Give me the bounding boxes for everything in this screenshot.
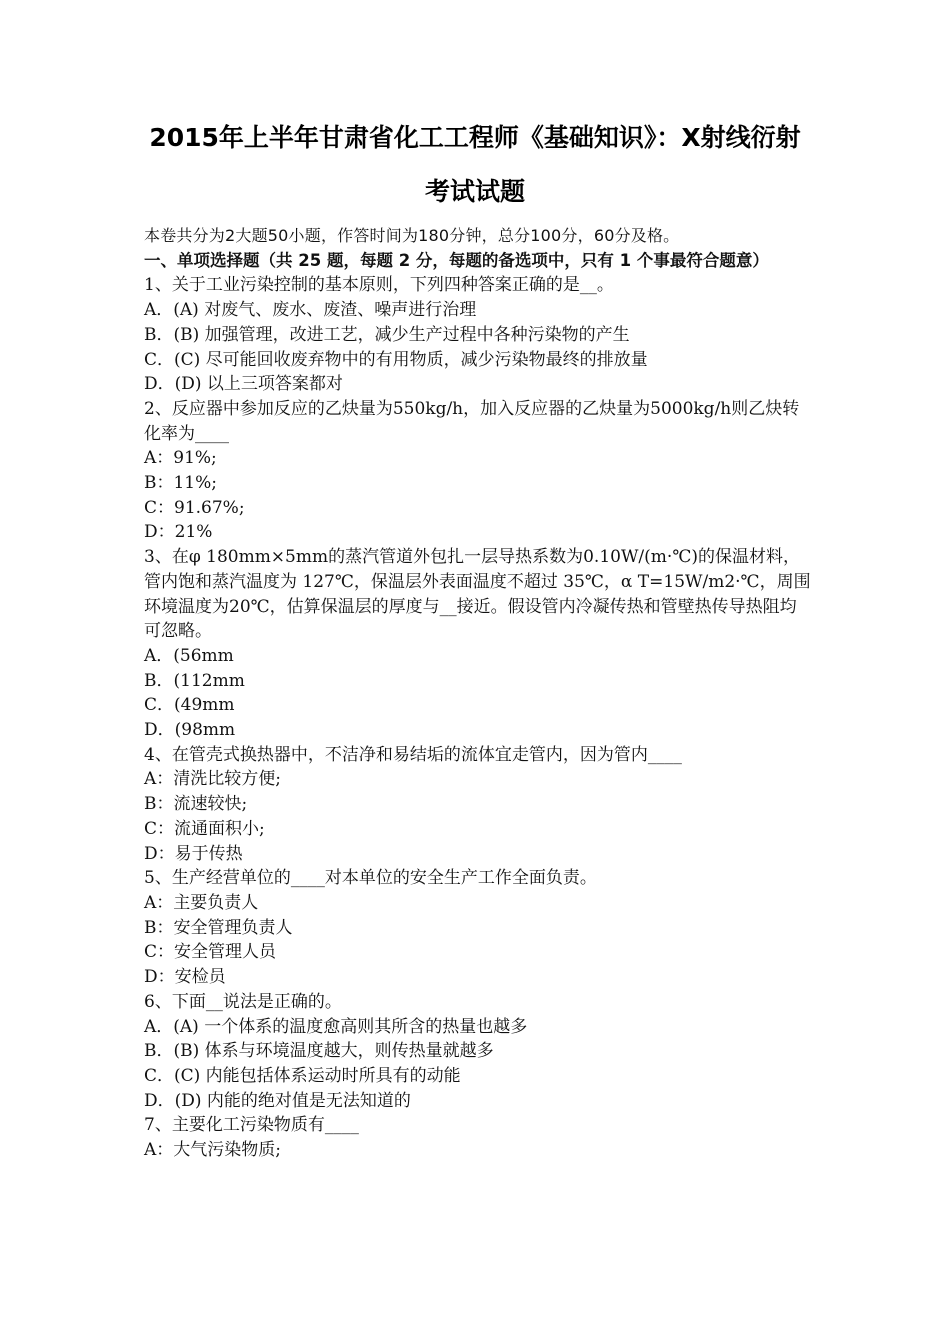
- question-7-stem: 7、主要化工污染物质有____: [144, 1115, 359, 1136]
- question-1-stem: 1、关于工业污染控制的基本原则，下列四种答案正确的是__。: [144, 275, 614, 296]
- question-2-option-c: C：91.67%;: [144, 497, 245, 518]
- section-heading: 一、单项选择题（共 25 题，每题 2 分，每题的备选项中，只有 1 个事最符合题意）: [144, 250, 769, 270]
- question-1-option-c: C．(C) 尽可能回收废弃物中的有用物质，减少污染物最终的排放量: [144, 349, 648, 370]
- question-3-stem: 3、在φ 180mm×5mm的蒸汽管道外包扎一层导热系数为0.10W/(m·℃)的保温材料，管内饱和蒸汽温度为 127℃，保温层外表面温度不超过 35℃，α T=15W/m2·℃，周围环境温度为20℃，估算保温层的厚度与__接近。假设管内冷凝传热和管壁热传导热阻均可忽略。: [144, 547, 811, 642]
- question-4-option-b: B：流速较快;: [144, 794, 248, 815]
- question-6-stem: 6、下面__说法是正确的。: [144, 991, 342, 1012]
- question-6-option-a: A．(A) 一个体系的温度愈高则其所含的热量也越多: [144, 1016, 528, 1037]
- question-6-option-c: C．(C) 内能包括体系运动时所具有的动能: [144, 1065, 461, 1086]
- document-body: [144, 224, 812, 1163]
- question-4-option-c: C：流通面积小;: [144, 818, 265, 839]
- question-3-option-d: D．(98mm: [144, 720, 236, 741]
- question-4-stem: 4、在管壳式换热器中，不洁净和易结垢的流体宜走管内，因为管内____: [144, 744, 682, 765]
- question-2-option-a: A：91%;: [144, 448, 217, 469]
- question-2-option-d: D：21%: [144, 522, 213, 543]
- question-6-option-d: D．(D) 内能的绝对值是无法知道的: [144, 1090, 411, 1111]
- question-5-option-a: A：主要负责人: [144, 892, 259, 913]
- question-5-option-c: C：安全管理人员: [144, 942, 277, 963]
- question-2-option-b: B：11%;: [144, 473, 218, 494]
- question-5-option-b: B：安全管理负责人: [144, 917, 293, 938]
- exam-intro: 本卷共分为2大题50小题，作答时间为180分钟，总分100分，60分及格。: [144, 226, 680, 245]
- question-3-option-a: A．(56mm: [144, 645, 234, 666]
- question-1-option-d: D．(D) 以上三项答案都对: [144, 374, 343, 395]
- document-title: 2015年上半年甘肃省化工工程师《基础知识》：X射线衍射: [149, 123, 801, 152]
- question-4-option-a: A：清洗比较方便;: [144, 769, 282, 790]
- question-1-option-a: A．(A) 对废气、废水、废渣、噪声进行治理: [144, 300, 477, 321]
- question-6-option-b: B．(B) 体系与环境温度越大，则传热量就越多: [144, 1041, 494, 1062]
- question-7-option-a: A：大气污染物质;: [144, 1140, 282, 1161]
- question-5-stem: 5、生产经营单位的____对本单位的安全生产工作全面负责。: [144, 868, 597, 889]
- question-1-option-b: B．(B) 加强管理，改进工艺，减少生产过程中各种污染物的产生: [144, 324, 630, 345]
- document-title-line2: 考试试题: [424, 177, 525, 206]
- question-3-option-c: C．(49mm: [144, 695, 235, 716]
- question-4-option-d: D：易于传热: [144, 843, 243, 864]
- question-5-option-d: D：安检员: [144, 967, 226, 988]
- question-2-stem: 2、反应器中参加反应的乙炔量为550kg/h，加入反应器的乙炔量为5000kg/h则乙炔转化率为____: [144, 398, 800, 444]
- question-3-option-b: B．(112mm: [144, 670, 245, 691]
